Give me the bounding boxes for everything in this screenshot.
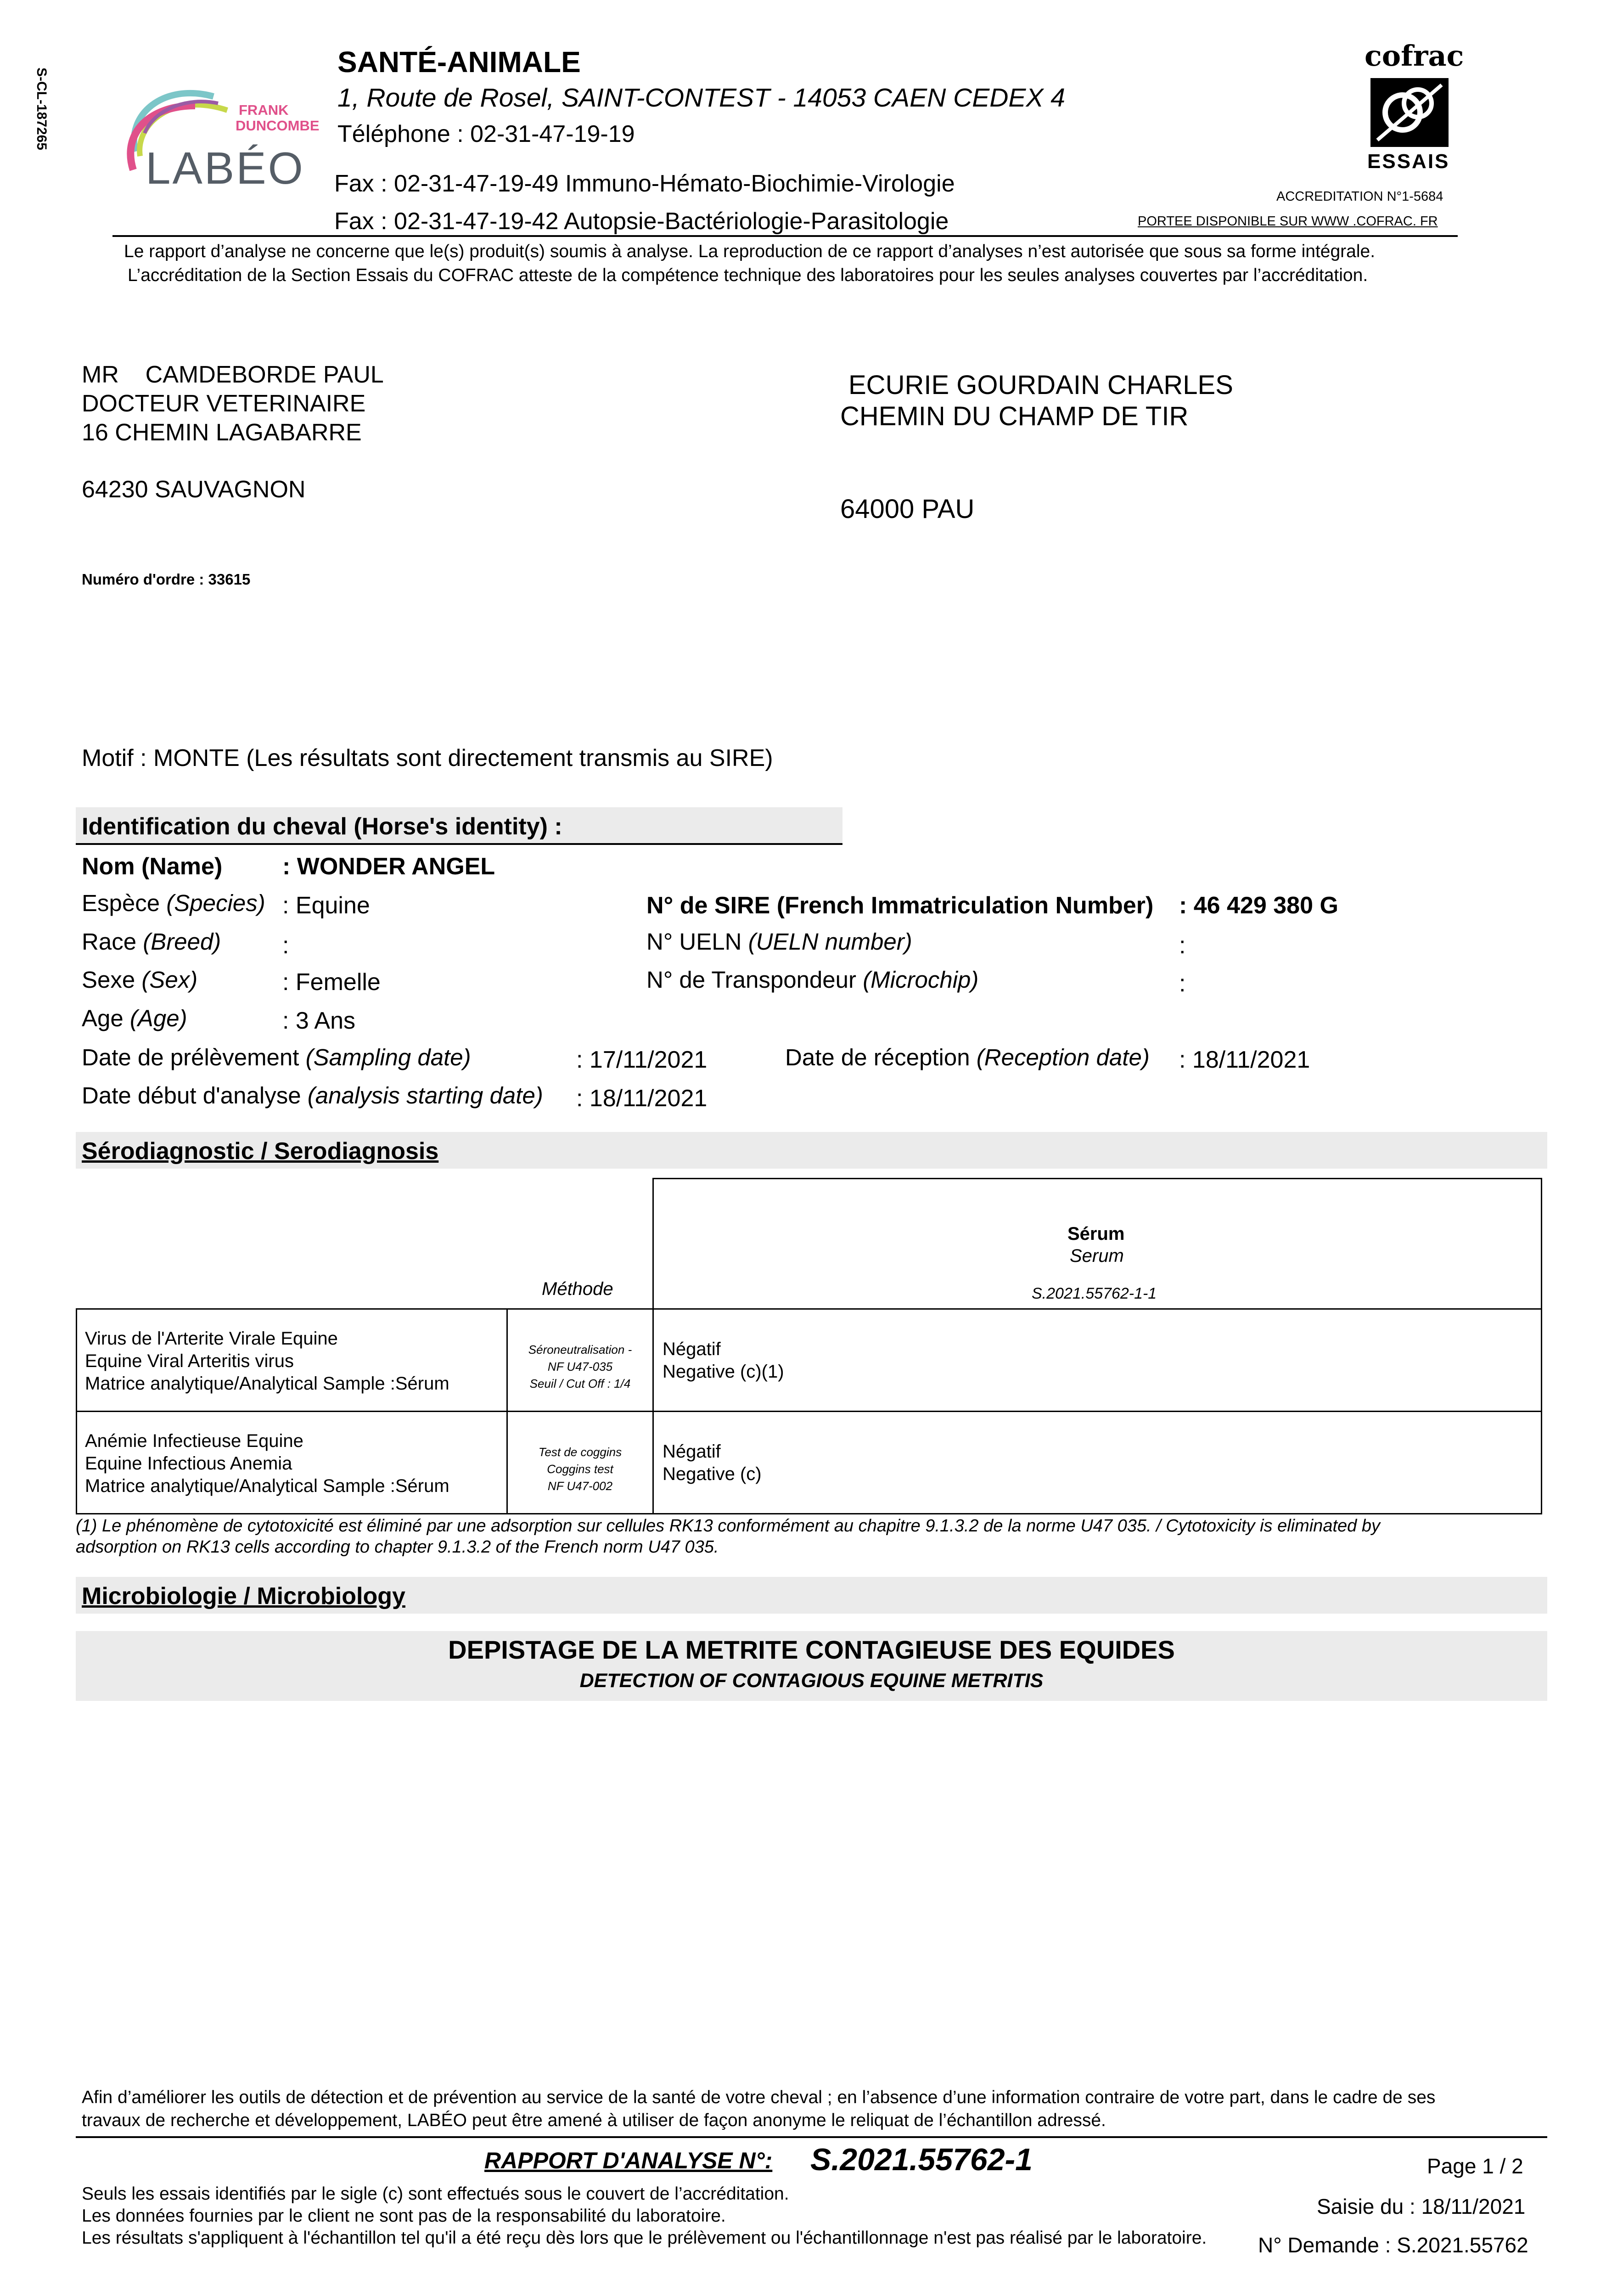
cofrac-accreditation: ACCREDITATION N°1-5684 xyxy=(1276,189,1443,204)
report-label: RAPPORT D'ANALYSE N°: xyxy=(484,2148,773,2173)
analysis-date-value: : 18/11/2021 xyxy=(576,1085,708,1112)
transponder-value: : xyxy=(1179,970,1186,997)
disclaimer-line-2: L’accréditation de la Section Essais du COFRAC atteste de la compétence technique des laboratoires pour les seules analyses couvertes par l’accréditation. xyxy=(128,265,1368,285)
owner-line-2: CHEMIN DU CHAMP DE TIR xyxy=(840,401,1189,431)
row-1-method-2: NF U47-035 xyxy=(547,1360,613,1373)
row-2-test-1: Anémie Infectieuse Equine xyxy=(85,1431,303,1451)
table-row-2-result-cell xyxy=(652,1411,1542,1514)
identity-section-title: Identification du cheval (Horse's identity) : xyxy=(82,813,562,840)
sire-label: N° de SIRE (French Immatriculation Number) xyxy=(646,892,1154,919)
cofrac-scope-link[interactable]: PORTEE DISPONIBLE SUR WWW .COFRAC. FR xyxy=(1138,214,1438,229)
species-label: Espèce (Species) xyxy=(82,890,265,916)
footer-note-1: Seuls les essais identifiés par le sigle (c) sont effectués sous le couvert de l’accréditation. xyxy=(82,2184,789,2204)
method-header: Méthode xyxy=(542,1279,613,1299)
cem-subtitle: DETECTION OF CONTAGIOUS EQUINE METRITIS xyxy=(579,1670,1044,1692)
sero-footnote-2: adsorption on RK13 cells according to chapter 9.1.3.2 of the French norm U47 035. xyxy=(76,1537,719,1557)
row-2-method-1: Test de coggins xyxy=(538,1445,622,1459)
horse-name-label: Nom (Name) xyxy=(82,853,223,880)
breed-label: Race (Breed) xyxy=(82,929,221,955)
logo-tagline-1: FRANK xyxy=(239,102,289,118)
page-number: Page 1 / 2 xyxy=(1427,2154,1523,2178)
labeo-logo xyxy=(122,78,328,197)
side-code: S-CL-187265 xyxy=(34,67,49,151)
cofrac-label: ESSAIS xyxy=(1367,150,1450,173)
research-notice-1: Afin d’améliorer les outils de détection et de prévention au service de la santé de votre cheval ; en l’absence d’une information contraire de votre part, dans le cadre de ses xyxy=(82,2088,1436,2107)
sex-label: Sexe (Sex) xyxy=(82,967,198,993)
order-number: Numéro d'ordre : 33615 xyxy=(82,571,251,588)
owner-line-3: 64000 PAU xyxy=(840,494,975,524)
row-1-result-2: Negative (c)(1) xyxy=(663,1362,784,1382)
horse-name-value: : WONDER ANGEL xyxy=(282,853,495,880)
reception-date-value: : 18/11/2021 xyxy=(1179,1047,1310,1073)
sample-header-en: Serum xyxy=(1070,1246,1124,1266)
motif: Motif : MONTE (Les résultats sont directement transmis au SIRE) xyxy=(82,745,773,771)
request-number: N° Demande : S.2021.55762 xyxy=(1258,2233,1528,2257)
sire-value: : 46 429 380 G xyxy=(1179,892,1338,919)
lab-fax-2: Fax : 02-31-47-19-42 Autopsie-Bactériologie-Parasitologie xyxy=(334,208,949,235)
research-notice-2: travaux de recherche et développement, LABÉO peut être amené à utiliser de façon anonyme le reliquat de l’échantillon adressé. xyxy=(82,2110,1106,2130)
row-2-test-3: Matrice analytique/Analytical Sample :Sérum xyxy=(85,1476,449,1496)
age-label: Age (Age) xyxy=(82,1005,187,1031)
disclaimer-line-1: Le rapport d’analyse ne concerne que le(s) produit(s) soumis à analyse. La reproduction de ce rapport d’analyses n’est autorisée que sous sa forme intégrale. xyxy=(124,242,1376,261)
sampling-date-label: Date de prélèvement (Sampling date) xyxy=(82,1044,471,1070)
recipient-line-4: 64230 SAUVAGNON xyxy=(82,476,306,503)
ueln-label: N° UELN (UELN number) xyxy=(646,929,912,955)
report-number: S.2021.55762-1 xyxy=(810,2142,1033,2177)
sero-section-title: Sérodiagnostic / Serodiagnosis xyxy=(82,1138,439,1165)
analysis-date-label: Date début d'analyse (analysis starting date) xyxy=(82,1082,543,1109)
logo-brand: LABÉO xyxy=(146,143,305,193)
breed-value: : xyxy=(282,932,289,959)
cem-title: DEPISTAGE DE LA METRITE CONTAGIEUSE DES EQUIDES xyxy=(448,1635,1175,1664)
transponder-label: N° de Transpondeur (Microchip) xyxy=(646,967,979,993)
row-1-test-1: Virus de l'Arterite Virale Equine xyxy=(85,1328,338,1349)
row-2-result-1: Négatif xyxy=(663,1441,721,1462)
sex-value: : Femelle xyxy=(282,969,381,996)
row-1-result-1: Négatif xyxy=(663,1339,721,1359)
age-value: : 3 Ans xyxy=(282,1007,355,1034)
row-2-result-2: Negative (c) xyxy=(663,1464,762,1484)
cofrac-logo xyxy=(1359,39,1464,177)
row-1-method-3: Seuil / Cut Off : 1/4 xyxy=(529,1377,631,1390)
header-rule xyxy=(112,235,1458,237)
recipient-line-1: MR CAMDEBORDE PAUL xyxy=(82,361,384,388)
sero-footnote-1: (1) Le phénomène de cytotoxicité est éliminé par une adsorption sur cellules RK13 conformément au chapitre 9.1.3.2 de la norme U47 035. / Cytotoxicity is eliminated by xyxy=(76,1516,1380,1536)
table-row-1-result-cell xyxy=(652,1308,1542,1412)
lab-name: SANTÉ-ANIMALE xyxy=(337,45,581,79)
footer-rule xyxy=(76,2136,1547,2138)
species-value: : Equine xyxy=(282,892,370,919)
sample-header-fr: Sérum xyxy=(1067,1224,1125,1244)
lab-fax-1: Fax : 02-31-47-19-49 Immuno-Hémato-Biochimie-Virologie xyxy=(334,170,955,197)
footer-note-3: Les résultats s'appliquent à l'échantillon tel qu'il a été reçu dès lors que le prélèvement ou l'échantillonnage n'est pas réalisé par le laboratoire. xyxy=(82,2228,1207,2248)
ueln-value: : xyxy=(1179,932,1186,959)
reception-date-label: Date de réception (Reception date) xyxy=(785,1044,1150,1070)
lab-phone: Téléphone : 02-31-47-19-19 xyxy=(337,121,635,147)
sample-id: S.2021.55762-1-1 xyxy=(1032,1285,1157,1302)
identity-section-rule xyxy=(76,843,842,845)
entry-date: Saisie du : 18/11/2021 xyxy=(1317,2195,1526,2218)
owner-line-1: ECURIE GOURDAIN CHARLES xyxy=(848,370,1233,400)
cofrac-brand: cofrac xyxy=(1365,39,1464,73)
recipient-line-3: 16 CHEMIN LAGABARRE xyxy=(82,419,362,446)
logo-tagline-2: DUNCOMBE xyxy=(236,118,320,134)
sampling-date-value: : 17/11/2021 xyxy=(576,1047,708,1073)
recipient-line-2: DOCTEUR VETERINAIRE xyxy=(82,390,366,417)
row-2-test-2: Equine Infectious Anemia xyxy=(85,1453,292,1474)
row-1-test-3: Matrice analytique/Analytical Sample :Sérum xyxy=(85,1373,449,1394)
row-1-test-2: Equine Viral Arteritis virus xyxy=(85,1351,294,1371)
row-1-method-1: Séroneutralisation - xyxy=(528,1343,632,1356)
micro-section-title: Microbiologie / Microbiology xyxy=(82,1583,405,1609)
cofrac-emblem-icon xyxy=(1368,76,1451,149)
footer-note-2: Les données fournies par le client ne sont pas de la responsabilité du laboratoire. xyxy=(82,2206,726,2226)
lab-address: 1, Route de Rosel, SAINT-CONTEST - 14053 CAEN CEDEX 4 xyxy=(337,83,1066,113)
row-2-method-2: Coggins test xyxy=(547,1462,613,1476)
row-2-method-3: NF U47-002 xyxy=(547,1479,613,1493)
